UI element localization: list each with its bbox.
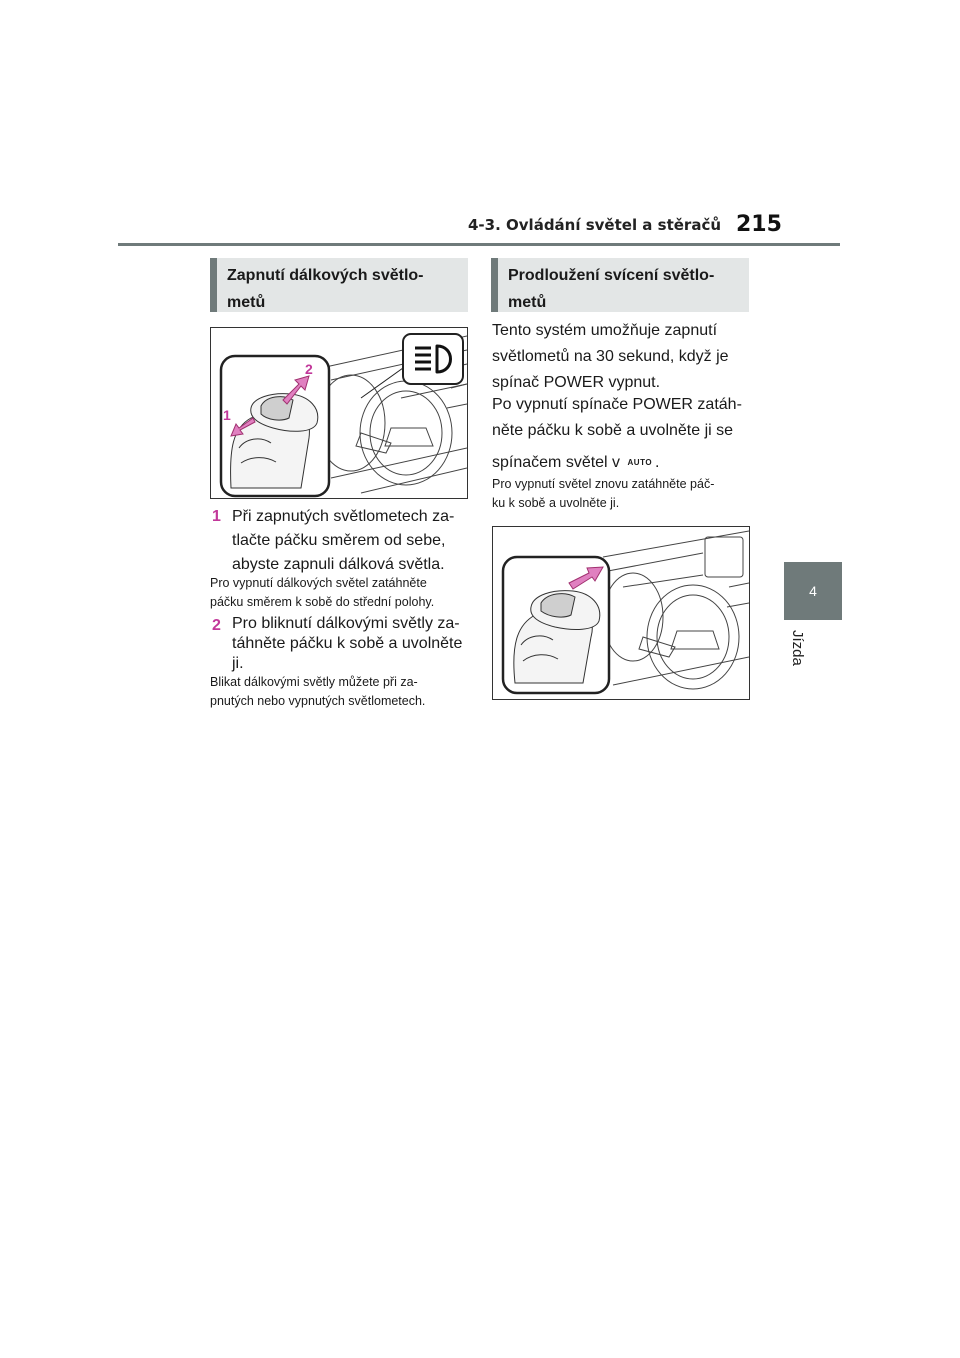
note-lights-off	[492, 475, 750, 513]
page-number: 215	[736, 212, 782, 237]
paragraph-procedure	[492, 392, 750, 476]
chapter-tab[interactable]	[784, 562, 842, 620]
text-line: světlometů na 30 sekund, když je	[492, 348, 729, 365]
figure-high-beam-lever	[210, 327, 468, 499]
text-line: táhněte páčku k sobě a uvolněte	[232, 635, 463, 652]
text-line: tlačte páčku směrem od sebe,	[232, 532, 446, 549]
heading-line: metů	[508, 294, 547, 311]
figure-illustration	[211, 328, 467, 498]
figure-illustration	[493, 527, 749, 699]
heading-line: Prodloužení svícení světlo-	[508, 267, 715, 284]
text-line: abyste zapnuli dálková světla.	[232, 556, 445, 573]
text-line: ji.	[232, 655, 244, 672]
text-line: něte páčku k sobě a uvolněte ji se	[492, 422, 734, 439]
heading-line: Zapnutí dálkových světlo-	[227, 267, 424, 284]
text-line: spínač POWER vypnut.	[492, 374, 661, 391]
text-fragment: .	[655, 454, 660, 472]
text-line: pnutých nebo vypnutých světlometech.	[210, 694, 426, 708]
heading-line: metů	[227, 294, 266, 311]
step-text	[232, 505, 467, 577]
note-high-beam-off	[210, 574, 468, 612]
text-line: ku k sobě a uvolněte ji.	[492, 496, 620, 510]
running-header: 4-3. Ovládání světel a stěračů	[468, 216, 722, 234]
header-divider	[118, 243, 840, 246]
text-line	[492, 450, 750, 476]
chapter-number: 4	[809, 583, 817, 599]
text-fragment: spínačem světel v	[492, 454, 621, 472]
figure-label-1: 1	[223, 407, 231, 423]
auto-icon: AUTO	[627, 458, 653, 467]
text-line: páčku směrem k sobě do střední polohy.	[210, 595, 435, 609]
text-line: Blikat dálkovými světly můžete při za-	[210, 675, 418, 689]
text-line: Pro vypnutí dálkových světel zatáhněte	[210, 576, 427, 590]
text-line: Při zapnutých světlometech za-	[232, 508, 455, 525]
note-flash	[210, 673, 468, 711]
chapter-title: Jízda	[789, 630, 806, 666]
text-line: Po vypnutí spínače POWER zatáh-	[492, 396, 742, 413]
step-number: 2	[212, 617, 221, 634]
step-number: 1	[212, 508, 221, 525]
text-line: Tento systém umožňuje zapnutí	[492, 322, 718, 339]
section-heading-high-beam	[210, 258, 468, 312]
figure-label-2: 2	[305, 361, 313, 377]
figure-headlight-extension-lever	[492, 526, 750, 700]
text-line: Pro vypnutí světel znovu zatáhněte páč-	[492, 477, 715, 491]
text-line: Pro bliknutí dálkovými světly za-	[232, 615, 460, 632]
section-heading-headlight-extension	[491, 258, 749, 312]
step-text	[232, 614, 467, 674]
paragraph-system-info	[492, 318, 750, 396]
